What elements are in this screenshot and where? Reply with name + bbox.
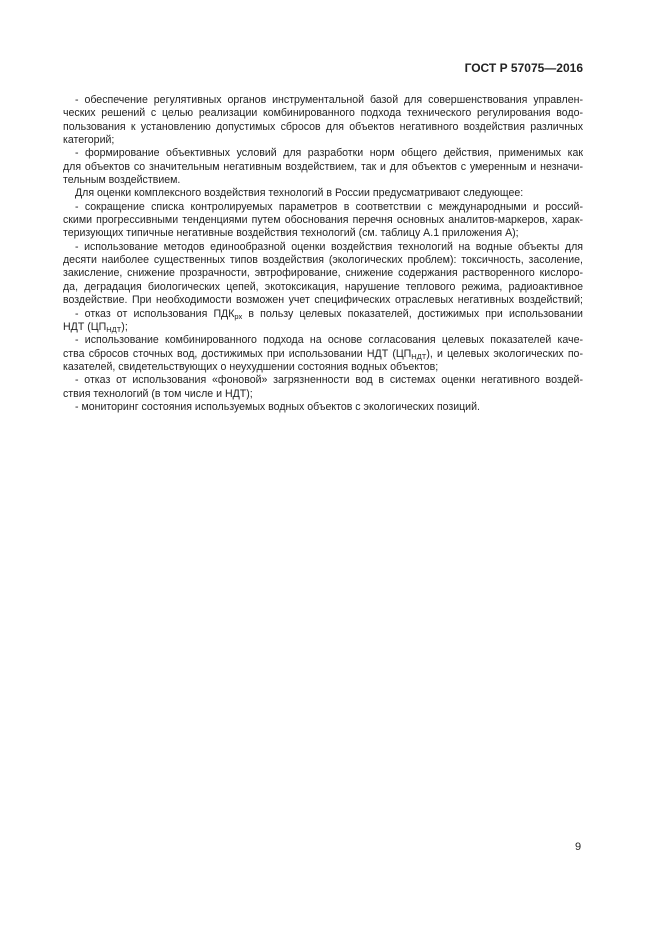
subscript: НДТ bbox=[106, 324, 122, 334]
text-segment: - отказ от использования «фоновой» загрязненности вод в системах оценки негативного воздей- bbox=[75, 374, 583, 387]
text-segment: НДТ (ЦП bbox=[63, 320, 107, 333]
text-segment: да, деградация биологических цепей, экотоксикация, нарушение теплового режима, радиоактивное bbox=[63, 280, 583, 293]
text-line bbox=[63, 321, 583, 334]
text-segment: ства сбросов сточных вод, достижимых при использовании НДТ (ЦП bbox=[63, 347, 412, 360]
page-number: 9 bbox=[575, 841, 582, 853]
text-line bbox=[63, 147, 583, 160]
text-segment: казателей, свидетельствующих о неухудшении состояния водных объектов; bbox=[63, 360, 439, 373]
text-segment: пользования к установлению допустимых сбросов для объектов негативного воздействия различных bbox=[63, 120, 583, 133]
text-segment: ческих решений с целью реализации комбинированного подхода технического регулирования водо- bbox=[63, 107, 583, 120]
text-line bbox=[63, 348, 583, 361]
text-segment: - отказ от использования ПДК bbox=[75, 307, 235, 320]
text-line bbox=[63, 107, 583, 120]
text-line bbox=[63, 374, 583, 387]
text-segment: - мониторинг состояния используемых водных объектов с экологических позиций. bbox=[75, 400, 480, 413]
text-line bbox=[63, 308, 583, 321]
text-segment: скими прогрессивными тенденциями путем обоснования перечня основных аналитов-маркеров, харак- bbox=[63, 214, 583, 227]
text-line bbox=[63, 401, 583, 414]
text-segment: - обеспечение регулятивных органов инструментальной базой для совершенствования управлен- bbox=[75, 94, 583, 106]
document-header-id: ГОСТ Р 57075—2016 bbox=[464, 61, 583, 75]
text-line bbox=[63, 214, 583, 227]
text-segment: - сокращение списка контролируемых параметров в соответствии с международными и россий- bbox=[75, 200, 583, 213]
text-segment: тельным воздействием. bbox=[63, 174, 181, 187]
text-segment: ); bbox=[121, 320, 128, 333]
document-body bbox=[63, 94, 583, 414]
text-line bbox=[63, 201, 583, 214]
subscript: НДТ bbox=[411, 351, 427, 361]
text-segment: десяти наиболее существенных типов воздействия (экологических проблем): токсичность, засоление, bbox=[63, 254, 583, 267]
text-segment: воздействие. При необходимости возможен учет специфических отраслевых негативных воздействий; bbox=[63, 294, 583, 307]
text-line bbox=[63, 388, 583, 401]
text-line bbox=[63, 121, 583, 134]
text-segment: для объектов со значительным негативным воздействием, так и для объектов с умеренным и незначи- bbox=[63, 160, 583, 173]
text-line bbox=[63, 281, 583, 294]
text-segment: ствия технологий (в том числе и НДТ); bbox=[63, 387, 253, 400]
text-segment: категорий; bbox=[63, 134, 115, 147]
text-line bbox=[63, 187, 583, 200]
text-line bbox=[63, 334, 583, 347]
text-segment: ), и целевых экологических по- bbox=[426, 347, 583, 360]
text-segment: - использование комбинированного подхода на основе согласования целевых показателей каче- bbox=[75, 334, 583, 347]
text-segment: - формирование объективных условий для разработки норм общего действия, применимых как bbox=[75, 147, 583, 160]
text-line bbox=[63, 174, 583, 187]
text-line bbox=[63, 134, 583, 147]
text-line bbox=[63, 361, 583, 374]
text-segment: - использование методов единообразной оценки воздействия технологий на водные объекты для bbox=[75, 240, 583, 253]
text-line bbox=[63, 227, 583, 240]
text-line bbox=[63, 294, 583, 307]
text-segment: теризующих типичные негативные воздействия технологий (см. таблицу А.1 приложения А); bbox=[63, 227, 519, 240]
text-line bbox=[63, 94, 583, 107]
text-line bbox=[63, 267, 583, 280]
text-segment: закисление, снижение прозрачности, эвтрофирование, снижение содержания растворенного кислоро- bbox=[63, 267, 583, 280]
subscript: рх bbox=[234, 311, 243, 321]
text-segment: в пользу целевых показателей, достижимых при использовании bbox=[242, 307, 583, 320]
text-line bbox=[63, 241, 583, 254]
text-segment: Для оценки комплексного воздействия технологий в России предусматривают следующее: bbox=[75, 187, 524, 200]
text-line bbox=[63, 161, 583, 174]
text-line bbox=[63, 254, 583, 267]
